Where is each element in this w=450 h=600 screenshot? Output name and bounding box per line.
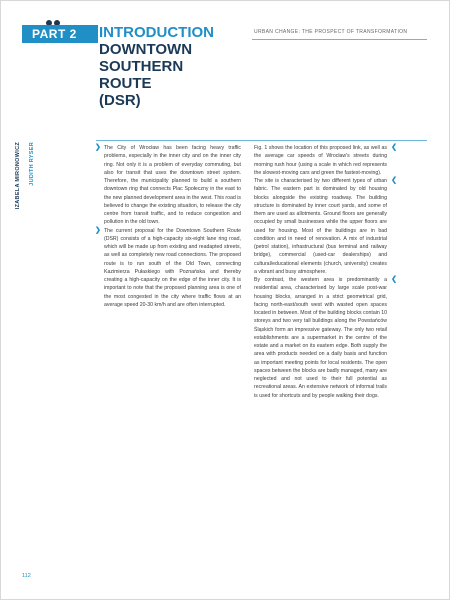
paragraph-text: By contrast, the western area is predominantly a residential area, characterised by large scale post-war housing blocks, arranged in a strict geometrical grid, facing north-east/south west with wasted open spaces located in between. Most of the building blocks contain 10 storeys and two very tall buildings along the Powstańców Śląskich form an impressive gateway. The only two retail establishments are a supermarket in the centre of the estate and a market on its eastern edge. Both supply the area with products needed on a daily basis and function as important meeting points for local residents. The open spaces between the blocks are badly managed, many are neglected and not used to their full potential as recreational areas. An extensive network of informal trails is used for shortcuts and by people walking their dogs. xyxy=(254,277,387,399)
paragraph xyxy=(254,144,397,177)
left-column xyxy=(95,144,241,309)
section-rule xyxy=(96,140,427,141)
title-line: DOWNTOWN xyxy=(99,41,193,58)
paragraph xyxy=(254,276,397,400)
right-column xyxy=(254,144,397,400)
paragraph-text: The City of Wrocław has been facing heavy traffic problems, especially in the inner city and on the inner city ring. Not only it is a problem of everyday commuting, but also for transit that uses the downtown street system. Therefore, the municipality planned to build a southern downtown ring that connects Plac Społeczny in the east to the new planned development area in the west. This road is believed to change the existing situation, to release the city centre from transit traffic, and to reduce congestion and pollution in the old town. xyxy=(104,145,241,226)
paragraph-marker-icon: ❮ xyxy=(391,177,397,184)
paragraph xyxy=(254,177,397,276)
part-label: PART 2 xyxy=(22,25,98,43)
header-rule xyxy=(252,39,427,40)
running-head: URBAN CHANGE: THE PROSPECT OF TRANSFORMATION xyxy=(254,29,408,35)
title-line: ROUTE xyxy=(99,75,152,92)
title-line: (DSR) xyxy=(99,92,141,109)
author-name: JUDITH RYSER xyxy=(29,142,35,186)
paragraph-text: The current proposal for the Downtown Southern Route (DSR) consists of a high-capacity six-eight lane ring road, which will be made up from existing and readapted streets, as well as completely new road connections. The proposed route is to run south of the Old Town, connecting Kazimierza Pułaskiego with Poznańska and thereby creating a high-capacity on the edge of the inner city. It is important to note that the proposed planning area is one of the most congested in the city where traffic flows at an average speed 20-30 km/h and are often interrupted. xyxy=(104,227,241,308)
chapter-title xyxy=(99,24,239,109)
paragraph-marker-icon: ❯ xyxy=(95,144,101,151)
title-line: INTRODUCTION xyxy=(99,24,214,41)
paragraph-marker-icon: ❯ xyxy=(95,226,101,234)
title-line: SOUTHERN xyxy=(99,58,184,75)
paragraph-marker-icon: ❮ xyxy=(391,144,397,151)
page-number: 112 xyxy=(22,573,31,579)
paragraph xyxy=(95,226,241,310)
author-name: IZABELA MIRONOWICZ xyxy=(15,142,21,210)
paragraph xyxy=(95,144,241,227)
paragraph-marker-icon: ❮ xyxy=(391,276,397,283)
paragraph-text: The site is characterised by two different types of urban fabric. The eastern part is dominated by old housing blocks alongside the existing roadway. The building structure is dominated by inner court yards, and some of them are used as allotments. Ground floors are generally occupied by small businesses while the upper floors are used for housing. Most of the buildings are in bad condition and in need of renovation. A mix of industrial (petrol station), infrastructural (bus terminal and railway bridge), commercial (used-car dealerships) and cultural/educational elements (church, university) creates a vibrant and busy atmosphere. xyxy=(254,178,387,275)
authors xyxy=(11,142,41,217)
paragraph-text: Fig. 1 shows the location of this proposed link, as well as the average car speeds of Wrocław's streets during morning rush hour (using a scale in which red represents the slowest-moving cars and green the fastest-moving). xyxy=(254,145,387,176)
